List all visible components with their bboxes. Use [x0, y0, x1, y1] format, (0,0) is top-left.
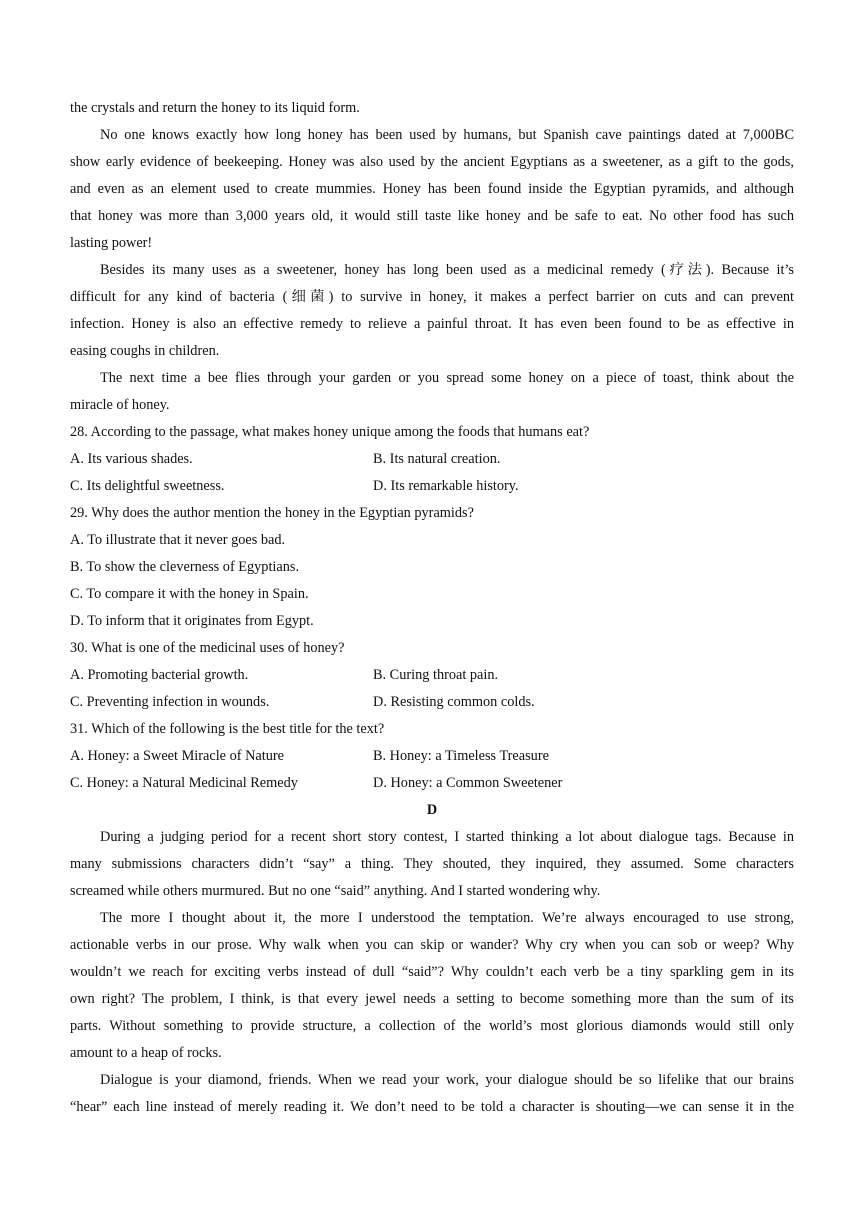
option-row: [70, 692, 794, 719]
question-30: [70, 638, 794, 719]
paragraph-line: the crystals and return the honey to its liquid form.: [70, 100, 360, 116]
document-page: [70, 98, 794, 1124]
option-c: C. To compare it with the honey in Spain.: [70, 586, 309, 602]
question-29: [70, 503, 794, 638]
paragraph-line: amount to a heap of rocks.: [70, 1045, 222, 1061]
paragraph-line: show early evidence of beekeeping. Honey was also used by the ancient Egyptians as a sweetener, as a gift to the gods,: [70, 154, 794, 170]
paragraph-line: Besides its many uses as a sweetener, honey has long been used as a medicinal remedy (疗法). Because it’s: [100, 262, 794, 278]
paragraph: [70, 1070, 794, 1124]
paragraph-line: During a judging period for a recent short story contest, I started thinking a lot about dialogue tags. Because in: [100, 829, 794, 845]
question-stem: 30. What is one of the medicinal uses of honey?: [70, 640, 345, 656]
paragraph: [70, 125, 794, 260]
paragraph: [70, 368, 794, 422]
paragraph-line: easing coughs in children.: [70, 343, 220, 359]
paragraph-line: The next time a bee flies through your garden or you spread some honey on a piece of toast, think about the: [100, 370, 794, 386]
paragraph-line: difficult for any kind of bacteria (细菌) to survive in honey, it makes a perfect barrier on cuts and can prevent: [70, 289, 794, 305]
paragraph-line: and even as an element used to create mummies. Honey has been found inside the Egyptian pyramids, and although: [70, 181, 794, 197]
option-d: D. Its remarkable history.: [373, 478, 519, 494]
paragraph-line: “hear” each line instead of merely reading it. We don’t need to be told a character is shouting—we can sense it in the: [70, 1099, 794, 1115]
option-a: A. Its various shades.: [70, 451, 193, 467]
paragraph-line: lasting power!: [70, 235, 153, 251]
question-stem: 29. Why does the author mention the honey in the Egyptian pyramids?: [70, 505, 474, 521]
option-row: [70, 665, 794, 692]
option-b: B. Curing throat pain.: [373, 667, 499, 683]
option-b: B. To show the cleverness of Egyptians.: [70, 559, 300, 575]
paragraph: [70, 827, 794, 908]
paragraph-line: No one knows exactly how long honey has been used by humans, but Spanish cave paintings dated at 7,000BC: [100, 127, 794, 143]
option-row: [70, 449, 794, 476]
option-d: D. To inform that it originates from Egypt.: [70, 613, 314, 629]
paragraph-line: screamed while others murmured. But no one “said” anything. And I started wondering why.: [70, 883, 601, 899]
paragraph-line: infection. Honey is also an effective remedy to relieve a painful throat. It has even been found to be as effective in: [70, 316, 794, 332]
section-heading: D: [426, 802, 438, 818]
option-a: A. To illustrate that it never goes bad.: [70, 532, 286, 548]
question-28: [70, 422, 794, 503]
option-c: C. Honey: a Natural Medicinal Remedy: [70, 775, 298, 791]
question-stem: 31. Which of the following is the best title for the text?: [70, 721, 385, 737]
option-a: A. Promoting bacterial growth.: [70, 667, 249, 683]
paragraph-line: that honey was more than 3,000 years old, it would still taste like honey and be safe to eat. No other food has such: [70, 208, 794, 224]
option-b: B. Honey: a Timeless Treasure: [373, 748, 549, 764]
paragraph-line: miracle of honey.: [70, 397, 170, 413]
question-stem: 28. According to the passage, what makes honey unique among the foods that humans eat?: [70, 424, 590, 440]
paragraph-line: own right? The problem, I think, is that every jewel needs a setting to become something more than the sum of its: [70, 991, 794, 1007]
option-d: D. Resisting common colds.: [373, 694, 535, 710]
paragraph-line: many submissions characters didn’t “say” a thing. They shouted, they inquired, they assumed. Some characters: [70, 856, 794, 872]
option-row: [70, 746, 794, 773]
paragraph-line: Dialogue is your diamond, friends. When we read your work, your dialogue should be so lifelike that our brains: [100, 1072, 794, 1088]
option-c: C. Preventing infection in wounds.: [70, 694, 270, 710]
option-d: D. Honey: a Common Sweetener: [373, 775, 563, 791]
option-c: C. Its delightful sweetness.: [70, 478, 225, 494]
paragraph-line: The more I thought about it, the more I understood the temptation. We’re always encouraged to use strong,: [100, 910, 794, 926]
option-row: [70, 476, 794, 503]
option-a: A. Honey: a Sweet Miracle of Nature: [70, 748, 284, 764]
paragraph-line: parts. Without something to provide structure, a collection of the world’s most glorious diamonds would still only: [70, 1018, 794, 1034]
option-b: B. Its natural creation.: [373, 451, 501, 467]
option-row: [70, 773, 794, 800]
paragraph-line: actionable verbs in our prose. Why walk when you can skip or wander? Why cry when you can sob or weep? Why: [70, 937, 794, 953]
paragraph: [70, 260, 794, 368]
paragraph-line: wouldn’t we reach for exciting verbs instead of dull “said”? Why couldn’t each verb be a tiny sparkling gem in its: [70, 964, 794, 980]
paragraph: [70, 908, 794, 1070]
question-31: [70, 719, 794, 800]
